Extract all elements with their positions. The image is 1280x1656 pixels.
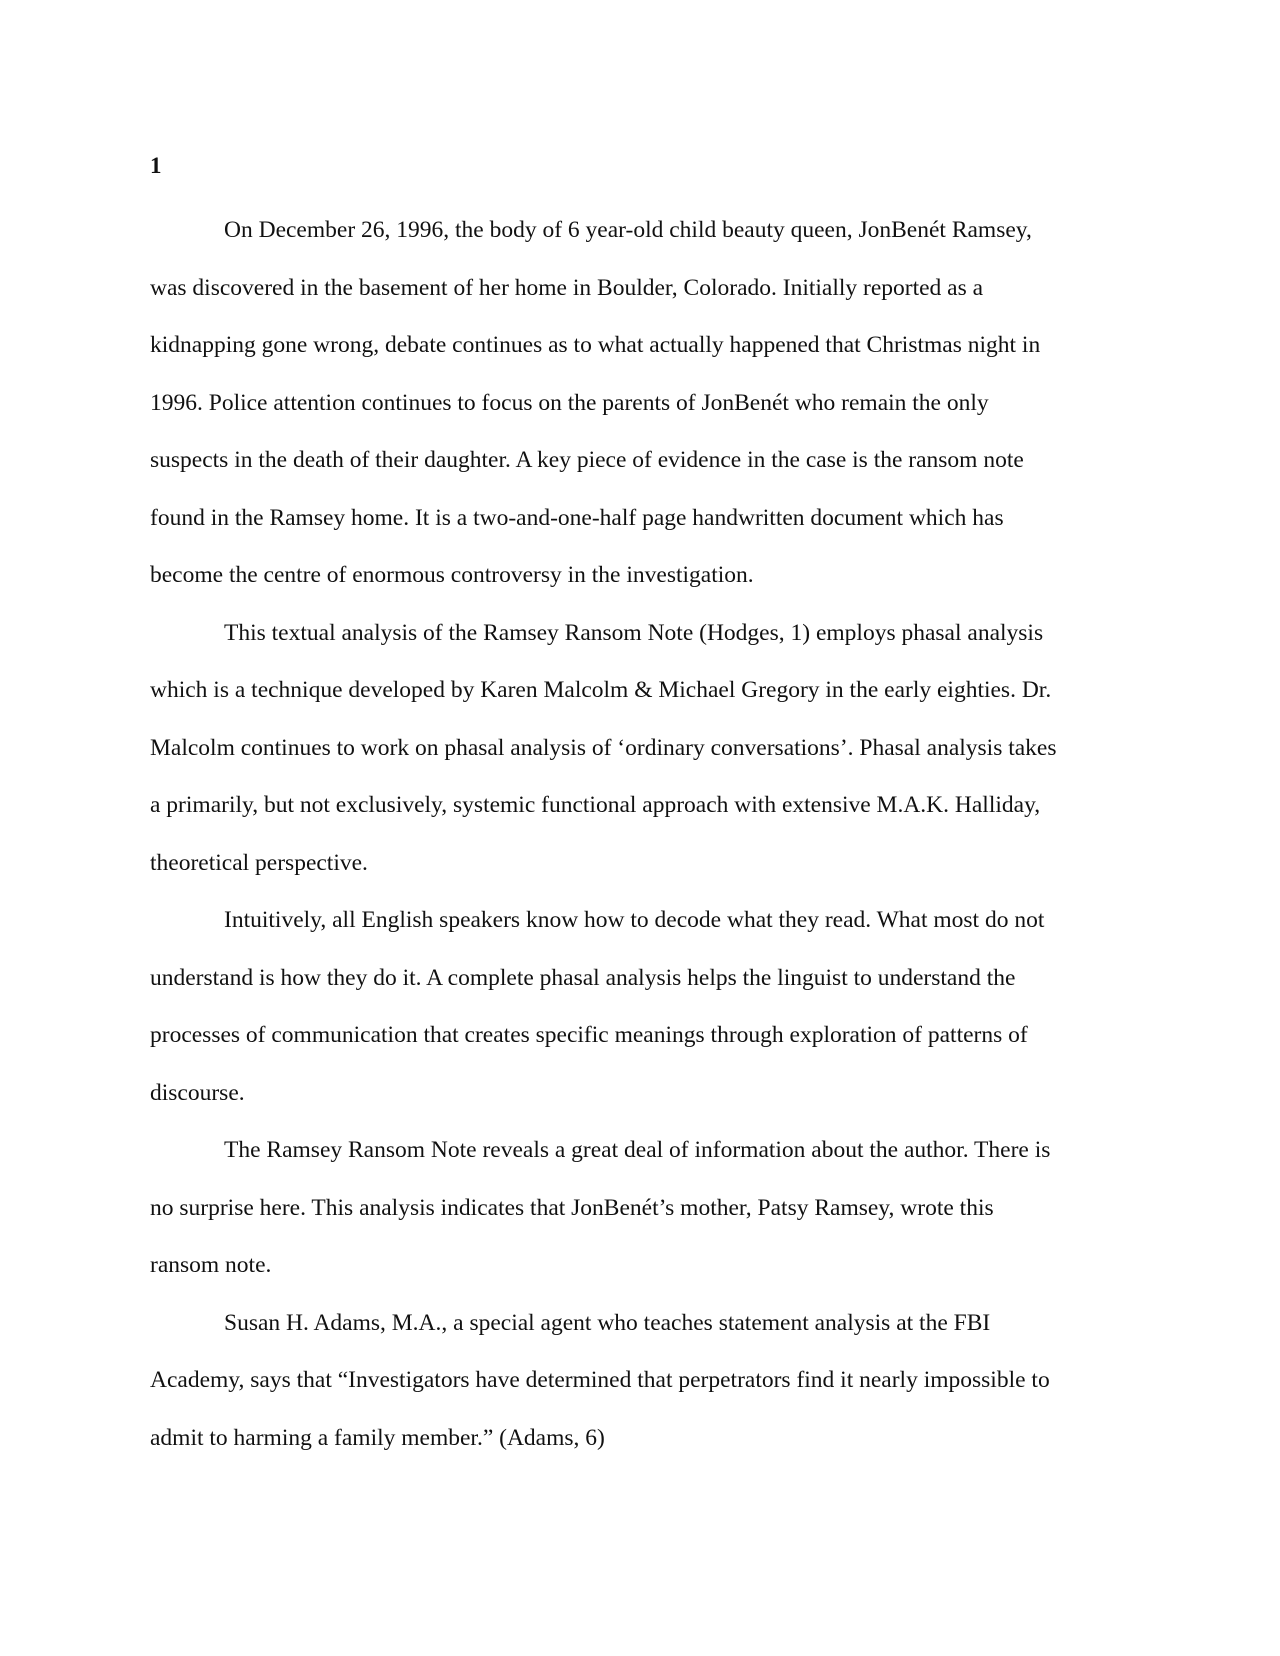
text-line: kidnapping gone wrong, debate continues as to what actually happened that Christmas night in — [150, 332, 1041, 358]
text-line: Susan H. Adams, M.A., a special agent who teaches statement analysis at the FBI — [224, 1309, 991, 1336]
text-line: suspects in the death of their daughter. A key piece of evidence in the case is the ransom note — [150, 447, 1024, 473]
text-line: The Ramsey Ransom Note reveals a great deal of information about the author. There is — [224, 1137, 1051, 1163]
text-line: ransom note. — [150, 1252, 272, 1278]
page-number: 1 — [150, 153, 162, 178]
text-line: processes of communication that creates specific meanings through exploration of patterns of — [150, 1022, 1028, 1048]
text-line: theoretical perspective. — [150, 849, 368, 876]
text-line: no surprise here. This analysis indicates that JonBenét’s mother, Patsy Ramsey, wrote this — [150, 1194, 994, 1221]
text-line: Malcolm continues to work on phasal analysis of ‘ordinary conversations’. Phasal analysis takes — [150, 734, 1057, 761]
text-line: was discovered in the basement of her home in Boulder, Colorado. Initially reported as a — [150, 274, 984, 301]
text-line: On December 26, 1996, the body of 6 year-old child beauty queen, JonBenét Ramsey, — [224, 217, 1032, 243]
text-line: become the centre of enormous controversy in the investigation. — [150, 562, 754, 588]
text-line: understand is how they do it. A complete phasal analysis helps the linguist to understand the — [150, 964, 1016, 991]
text-line: discourse. — [150, 1079, 245, 1106]
body-text — [150, 202, 1130, 1467]
text-line: This textual analysis of the Ramsey Ransom Note (Hodges, 1) employs phasal analysis — [224, 619, 1044, 646]
text-line: which is a technique developed by Karen Malcolm & Michael Gregory in the early eighties. Dr. — [150, 677, 1052, 703]
text-line: Academy, says that “Investigators have determined that perpetrators find it nearly impossible to — [150, 1367, 1050, 1393]
text-line: Intuitively, all English speakers know how to decode what they read. What most do not — [224, 907, 1045, 933]
text-line: admit to harming a family member.” (Adams, 6) — [150, 1424, 605, 1451]
text-line: a primarily, but not exclusively, systemic functional approach with extensive M.A.K. Halliday, — [150, 792, 1041, 818]
text-line: 1996. Police attention continues to focus on the parents of JonBenét who remain the only — [150, 389, 989, 416]
text-line: found in the Ramsey home. It is a two-and-one-half page handwritten document which has — [150, 504, 1004, 531]
